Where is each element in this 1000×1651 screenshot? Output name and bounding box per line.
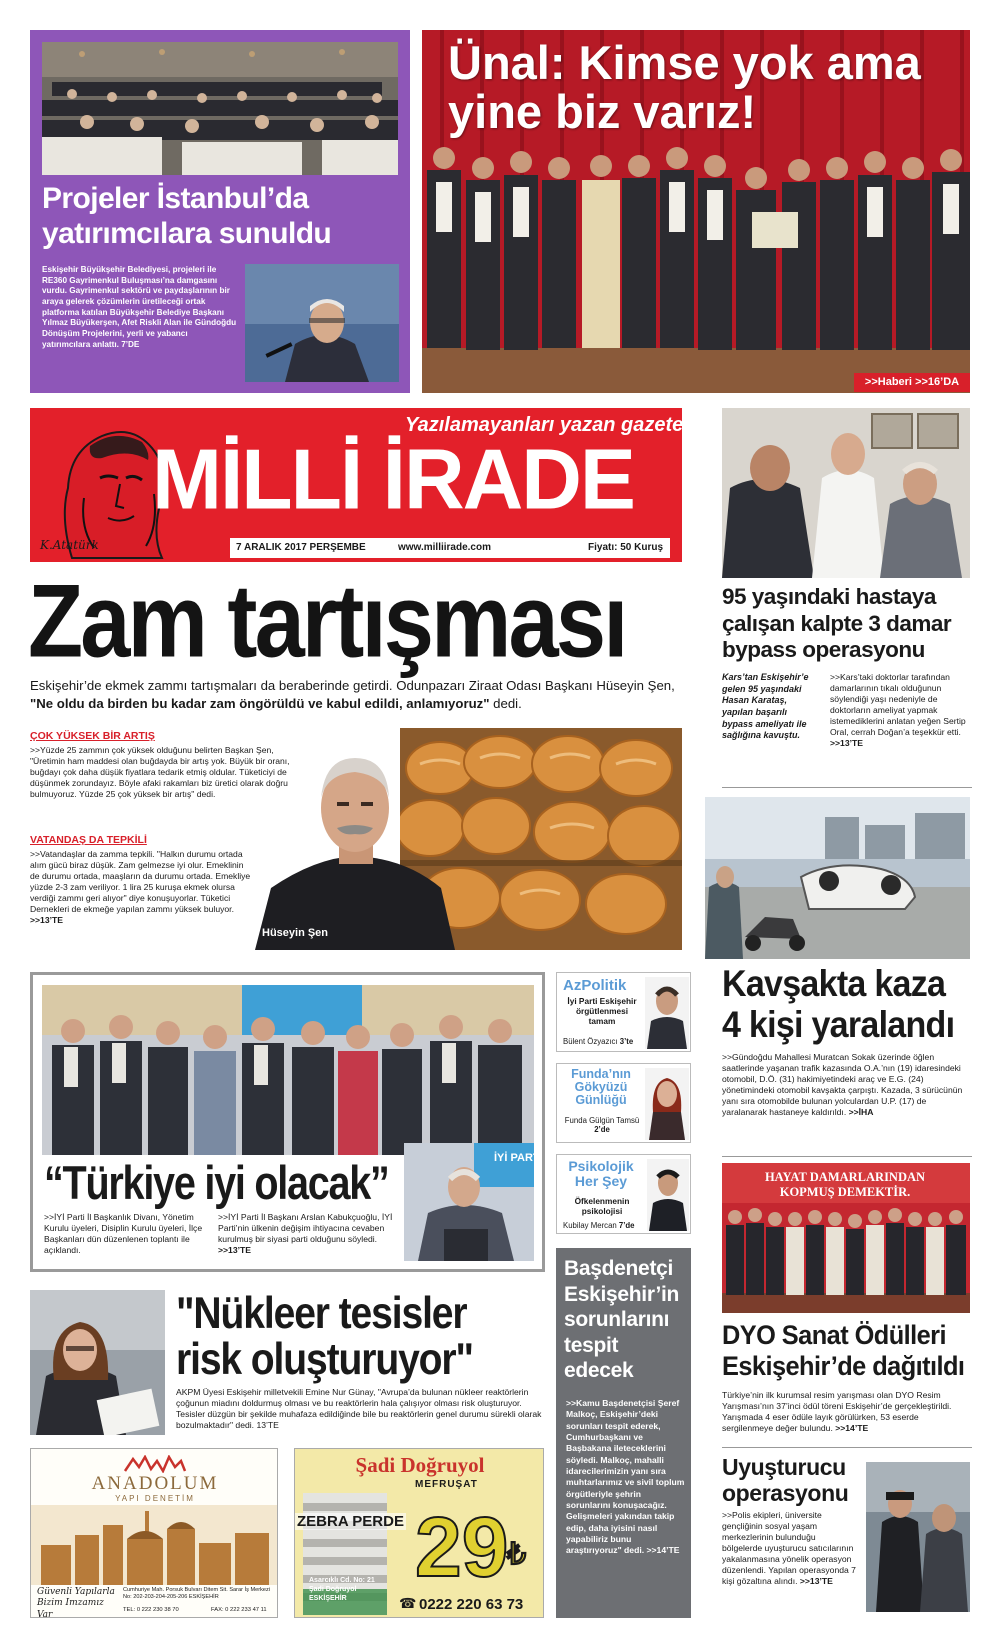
basdenetci-ref[interactable]: >>14’TE <box>646 1545 680 1556</box>
iyi-parti-group-photo <box>42 985 534 1155</box>
masthead-website[interactable]: www.milliirade.com <box>398 542 491 553</box>
gunay-photo <box>30 1290 165 1435</box>
column-azpolitik-name: AzPolitik <box>563 977 627 994</box>
teaser-right-title-line1: Ünal: Kimse yok ama <box>448 36 921 89</box>
lead-intro-quote: "Ne oldu da birden bu kadar zam öngörüldü ve kabul edildi, anlamıyoruz" <box>30 695 490 711</box>
bypass-story-body <box>830 672 972 749</box>
mercan-photo <box>647 1159 689 1231</box>
nukleer-headline-line1: "Nükleer tesisler <box>176 1287 467 1338</box>
drug-story-body <box>722 1510 857 1587</box>
lead-section2-text: >>Vatandaşlar da zamma tepkili. "Halkın durumu ortada alım gücü biraz düşük. Zam gelmezse iyi olur. Emeklinin de durumu ortada, maaşların da durumu ortada. Emekliye yüzde 2-3 zam veriliyor. 1 lira 25 kuruşa ekmek olursa verdiği zammı geri alıyor" diye konuşuyorlar. Tüketici Dernekleri de ekmeğe yapılan zammı yüksek buluyor. <box>30 849 251 914</box>
nukleer-headline[interactable] <box>176 1287 473 1384</box>
basdenetci-body-text: >>Kamu Başdenetçisi Şeref Malkoç, Eskişehir’deki sorunları tespit ederek, Cumhurbaşkanı ve Başbakana ileteceklerini söyledi. Malkoç, mahalli idarecilerimizin yanı sıra muhtarlarımız ve sivil toplum örgütleriyle şehrin sorunlarını konuşacağız. Gelişmeleri yakından takip edip, daha iyisini nasıl yapabiliriz bunu araştırıyoruz" dedi. <box>566 1398 685 1556</box>
drug-title-line2: operasyonu <box>722 1480 849 1507</box>
tamsu-photo <box>645 1068 689 1140</box>
anadolum-tel: TEL: 0 222 230 38 70 <box>123 1607 179 1613</box>
sadi-address <box>309 1577 389 1603</box>
anadolum-address: Cumhuriye Mah. Porsuk Bulvarı Ditem Sit. Sarar İş Merkezi No: 202-203-204-205-206 ESKİŞEHİR <box>123 1587 271 1600</box>
column-psikolojik-ref[interactable]: 7’de <box>618 1221 635 1230</box>
accident-story-body-text: >>Gündoğdu Mahallesi Muratcan Sokak üzerinde öğlen saatlerinde yaşanan trafik kazasında O.A.’nın (19) idaresindeki otomobil, D.Ö. (31) hakimiyetindeki araç ve E.G. (24) yönetimindeki otomobil kavşakta çarpıştı. Kazada, 3 sürücünün yanı sıra otomobilde bulunan yolculardan U.P. (17) de yaralanarak hastaneye kaldırıldı. <box>722 1052 963 1117</box>
column-funda-author <box>563 1116 641 1135</box>
masthead-slogan: Yazılamayanları yazan gazete <box>405 414 684 436</box>
teaser-right-ref-page: >>16’DA <box>915 376 960 388</box>
sadi-phone[interactable]: 0222 220 63 73 <box>419 1596 524 1613</box>
nukleer-ref[interactable]: 13’TE <box>256 1420 279 1430</box>
divider-right-2 <box>722 1156 972 1157</box>
masthead-dateline <box>230 538 670 558</box>
column-azpolitik[interactable] <box>556 972 691 1052</box>
column-psikolojik-author <box>563 1221 635 1230</box>
anadolum-brand: ANADOLUM <box>91 1473 219 1494</box>
column-funda-author-name: Funda Gülgün Tamsü <box>564 1116 640 1125</box>
turkiye-body1: >>İYİ Parti İl Başkanlık Divanı, Yönetim Kurulu üyeleri, Disiplin Kurulu üyeleri, İlçe Başkanları dün düzenlenen toplantı ile açıklandı. <box>44 1212 203 1255</box>
bypass-story-lead: Kars’tan Eskişehir’e gelen 95 yaşındaki Hasan Karataş, yapılan başarılı bypass ameliyatı ile sağlığına kavuştu. <box>722 672 809 741</box>
bypass-story-title[interactable]: 95 yaşındaki hastaya çalışan kalpte 3 damar bypass operasyonu <box>722 584 952 663</box>
mayor-photo <box>245 264 399 382</box>
column-psikolojik-name: Psikolojik Her Şey <box>568 1158 634 1189</box>
masthead-name: MİLLİ İRADE <box>152 430 634 527</box>
dyo-story-ref[interactable]: >>14’TE <box>835 1423 869 1433</box>
column-azpolitik-title: İyi Parti Eskişehir örgütlenmesi tamam <box>567 996 637 1026</box>
ad-sadi-dogruyol[interactable] <box>294 1448 544 1618</box>
drug-title-line1: Uyuşturucu <box>722 1454 846 1480</box>
lead-section1-title: ÇOK YÜKSEK BİR ARTIŞ <box>30 730 155 742</box>
lead-intro <box>30 677 682 713</box>
sadi-product: ZEBRA PERDE <box>297 1513 404 1530</box>
lead-headline[interactable]: Zam tartışması <box>28 563 626 680</box>
teaser-right-title-line2: yine biz varız! <box>448 85 757 139</box>
drug-operation-photo <box>866 1462 970 1612</box>
phone-icon: ☎ <box>399 1595 417 1611</box>
anadolum-skyline <box>31 1505 278 1585</box>
teaser-left-title[interactable]: Projeler İstanbul’da yatırımcılara sunuldu <box>42 182 332 250</box>
masthead-signature: K.Atatürk <box>40 538 99 552</box>
dyo-title-line1: DYO Sanat Ödülleri <box>722 1320 946 1350</box>
dyo-title-line2: Eskişehir’de dağıtıldı <box>722 1351 965 1382</box>
teaser-left-body-text: Eskişehir Büyükşehir Belediyesi, projeleri ile RE360 Gayrimenkul Buluşması’na damgasını vurdu. Gayrimenkul sektörü ve paydaşlarının bir araya gelerek çözümlerin üretileceği ortak platforma katılan Büyükşehir Belediye Başkanı Yılmaz Büyükerşen, Afet Riskli Alan ile Gündoğdu Dönüşüm Projelerini, yerli ve yabancı yatırımcılara anlattı. <box>42 265 237 349</box>
column-psikolojik-title: Öfkelenmenin psikolojisi <box>574 1196 630 1216</box>
turkiye-body2-text: >>İYİ Parti İl Başkanı Arslan Kabukçuoğlu, İYİ Parti’nin ülkenin değişim ihtiyacına cevaben kurulmuş bir siyasi parti olduğunu söyledi. <box>218 1212 393 1244</box>
iyi-parti-backdrop-text: İYİ PARTİ <box>494 1152 543 1164</box>
ad-anadolum[interactable] <box>30 1448 278 1618</box>
column-funda-ref[interactable]: 2’de <box>594 1125 610 1135</box>
accident-photo <box>705 797 970 959</box>
column-azpolitik-author <box>563 1037 633 1046</box>
nukleer-body-text: AKPM Üyesi Eskişehir milletvekili Emine Nur Günay, "Avrupa’da bulunan nükleer reaktörlerin çoğunun miadını doldurmuş olması ve bu reaktörlerin hala çalışıyor olması risk oluşturuyor. Tesisler düzgün bir şekilde muhafaza edildiğinde bile bu reaktörlerin genel durumu sürekli olarak bozulmaktadır" dedi. <box>176 1387 542 1430</box>
lead-section1-body: >>Yüzde 25 zammın çok yüksek olduğunu belirten Başkan Şen, "Üretimin ham maddesi olan buğdayda bir artış yok. Büyük bir oranı, buğdayı çok daha düşük fiyatlara tedarik etmiş oldular. Tüketiciyi de düşünmek zorundayız. Böyle afaki rakamları biz üretici olarak doğru bulmuyoruz. Yüzde 25 çok yüksek bir artış" dedi. <box>30 745 290 799</box>
divider-right-3 <box>722 1447 972 1448</box>
drug-story-body-text: >>Polis ekipleri, üniversite gençliğinin sosyal yaşam merkezlerinin bulunduğu bölgelerde uyuşturucu satıcılarının yakalanmasına yönelik operasyon düzenlendi. Yapılan operasyonda 7 kişi gözaltına alındı. <box>722 1510 856 1586</box>
accident-story-ref[interactable]: >>İHA <box>848 1107 874 1117</box>
accident-story-body <box>722 1052 972 1118</box>
masthead-date: 7 ARALIK 2017 PERŞEMBE <box>236 542 366 553</box>
turkiye-body2 <box>218 1212 393 1256</box>
column-psikolojik-author-name: Kubilay Mercan <box>563 1221 617 1230</box>
masthead-price: Fiyatı: 50 Kuruş <box>588 542 664 553</box>
sadi-brand: Şadi Doğruyol <box>355 1453 485 1477</box>
dyo-story-body <box>722 1390 972 1434</box>
turkiye-headline[interactable]: “Türkiye iyi olacak” <box>44 1156 389 1210</box>
column-psikolojik[interactable] <box>556 1154 691 1234</box>
lead-section2-title: VATANDAŞ DA TEPKİLİ <box>30 834 147 846</box>
bypass-story-body-text: >>Kars’taki doktorlar tarafından damarlarının tıkalı olduğunun söylendiği yaşı nedeniyle de doktorların ameliyat yapmak istemediklerini anlatan yeğen Sertip Oral, cerrah Doğan’a teşekkür etti. <box>830 672 966 737</box>
anadolum-slogan-line2: Bizim Imzamız Var <box>37 1598 104 1618</box>
column-azpolitik-ref[interactable]: 3’te <box>619 1037 634 1046</box>
dyo-banner-text: HAYAT DAMARLARINDAN KOPMUŞ DEMEKTİR. <box>764 1170 926 1199</box>
nukleer-body <box>176 1387 544 1431</box>
accident-title-line1: Kavşakta kaza <box>722 963 946 1004</box>
accident-story-title[interactable] <box>722 964 954 1045</box>
column-funda[interactable] <box>556 1063 691 1143</box>
ozyazici-photo <box>645 977 689 1049</box>
anadolum-slogan-line1: Güvenli Yapılarla <box>37 1587 115 1597</box>
divider-right-1 <box>722 787 972 788</box>
conference-photo <box>42 42 398 175</box>
lead-intro-text: Eskişehir’de ekmek zammı tartışmaları da beraberinde getirdi. Odunpazarı Ziraat Odası Başkanı Hüseyin Şen, <box>30 678 675 693</box>
sadi-address-line3: ESKİŞEHİR <box>309 1594 347 1602</box>
huseyin-sen-photo <box>255 728 455 950</box>
teaser-right-ref-prefix: >>Haberi <box>864 376 912 388</box>
dyo-story-title[interactable] <box>722 1320 964 1382</box>
turkiye-ref[interactable]: >>13’TE <box>218 1245 251 1255</box>
teaser-left-body <box>42 265 238 350</box>
lead-intro-end: dedi. <box>489 695 522 711</box>
sadi-price: 29 <box>415 1500 509 1594</box>
teaser-right-ref[interactable] <box>854 373 970 392</box>
basdenetci-body <box>566 1398 686 1557</box>
dyo-story-body-text: Türkiye’nin ilk kurumsal resim yarışması olan DYO Resim Yarışması’nın 37’inci ödül töreni Eskişehir’de gerçekleştirildi. Yarışmada 4 eser ödüle layık görülürken, 53 eserde sergilenmeye değer bulundu. <box>722 1390 952 1433</box>
anadolum-sub: YAPI DENETİM <box>115 1494 195 1503</box>
sadi-address-line2: Şadi Doğruyol <box>309 1585 357 1593</box>
sadi-sub: MEFRUŞAT <box>415 1479 478 1490</box>
anadolum-slogan <box>37 1587 117 1618</box>
nukleer-headline-line2: risk oluşturuyor" <box>176 1334 473 1384</box>
lead-section2-body <box>30 849 252 926</box>
column-funda-name: Funda’nın Gökyüzü Günlüğü <box>571 1067 631 1108</box>
accident-title-line2: 4 kişi yaralandı <box>722 1003 955 1045</box>
drug-story-ref[interactable]: >>13’TE <box>799 1576 833 1586</box>
huseyin-sen-caption: Hüseyin Şen <box>262 927 329 939</box>
bypass-story-ref[interactable]: >>13’TE <box>830 738 863 748</box>
teaser-left-ref[interactable]: 7’DE <box>121 339 140 349</box>
tl-symbol: ₺ <box>507 1538 527 1571</box>
drug-story-title[interactable] <box>722 1454 848 1507</box>
column-azpolitik-author-name: Bülent Özyazıcı <box>563 1037 618 1046</box>
basdenetci-title: Başdenetçi Eskişehir’in sorunlarını tespit edecek <box>564 1257 680 1383</box>
teaser-right-title[interactable] <box>448 38 921 137</box>
anadolum-logo-icon <box>123 1455 187 1473</box>
anadolum-fax: FAX: 0 222 233 47 11 <box>211 1607 267 1613</box>
bypass-story-photo <box>722 408 970 578</box>
lead-section2-ref[interactable]: >>13’TE <box>30 915 63 925</box>
sadi-address-line1: Asarcıklı Cd. No: 21 <box>309 1577 375 1584</box>
